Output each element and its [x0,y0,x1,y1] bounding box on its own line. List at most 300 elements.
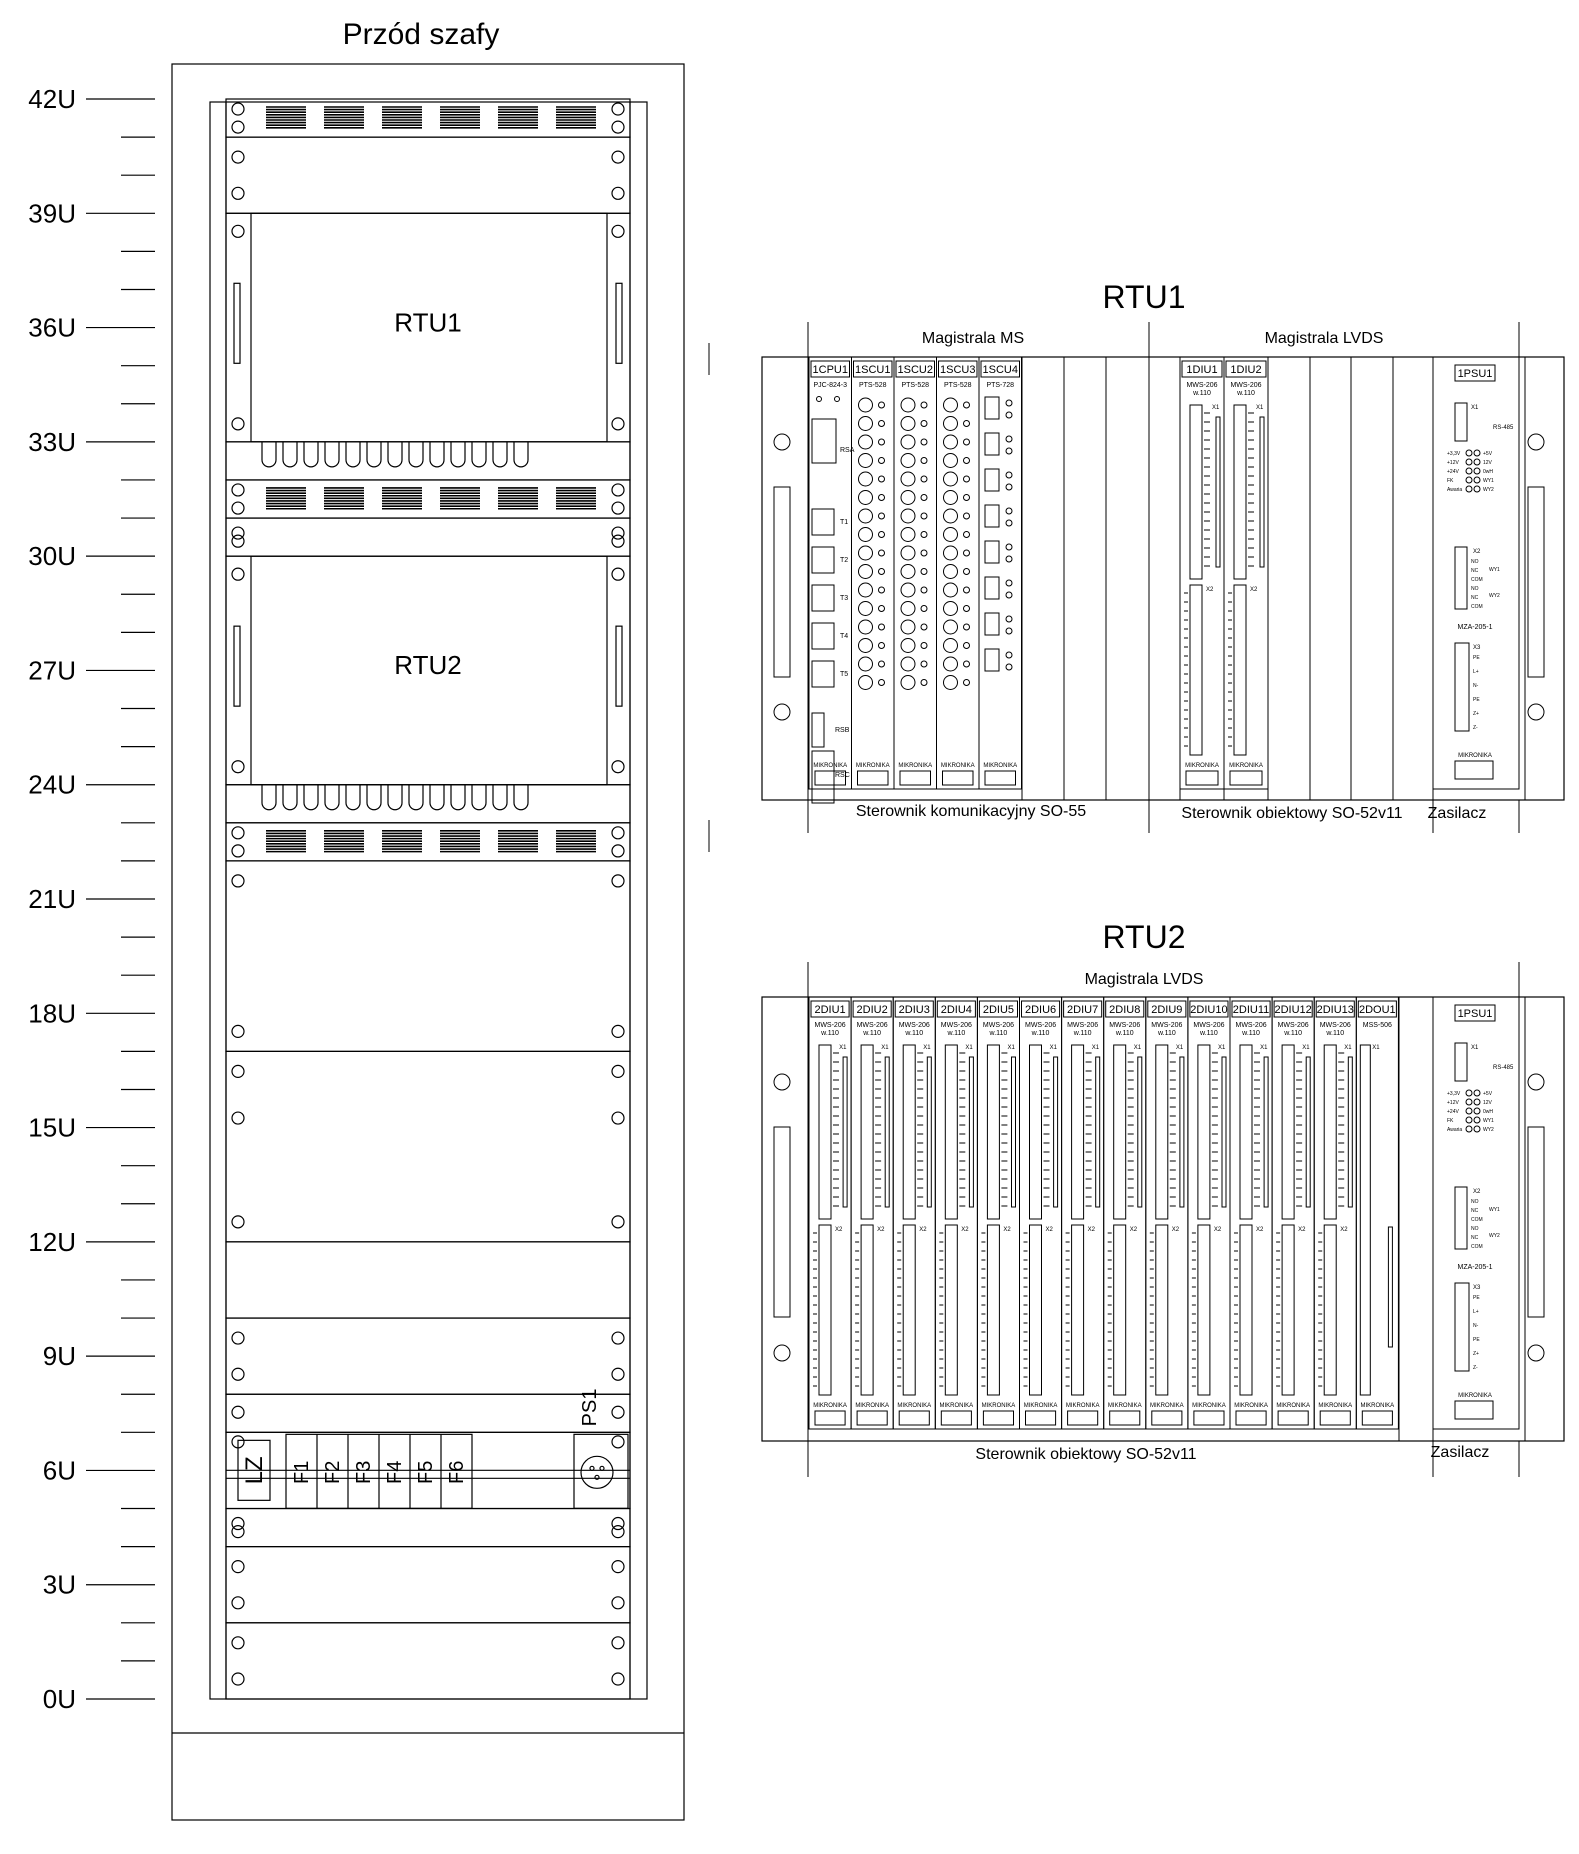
chassis-screw [774,434,790,450]
fuse-label: F5 [415,1460,437,1485]
fuse-label: F2 [322,1460,344,1485]
psu-relay-label: NO [1471,1199,1479,1205]
psu-led-label: +3,3V [1447,451,1461,457]
led-strip [1264,1057,1268,1207]
terminal-block-x2 [1114,1225,1126,1395]
screw-hole [232,535,244,547]
psu-led [1466,477,1472,483]
blank-panel-2u [226,1547,630,1623]
port-rsb [812,713,824,747]
screw-hole [612,1436,624,1448]
fiber-port [944,639,958,653]
status-led [817,397,822,402]
port-led [921,624,927,630]
psu-relay-label: NO [1471,559,1479,565]
module-brand: MIKRONIKA [940,763,975,769]
fiber-port [944,583,958,597]
module-id: 1SCU3 [940,364,976,376]
terminal-block-x2 [1324,1225,1336,1395]
vent-panel [226,823,630,861]
u-label: 6U [42,1455,76,1486]
vent-panel [226,99,630,137]
chassis-handle [774,487,790,677]
module-pull-tab [1026,1411,1056,1425]
fuse-label: F6 [446,1460,468,1485]
rtu2-chassis [762,962,1564,1477]
psu-relay-group: WY2 [1489,593,1500,599]
connector-x2: X2 [1340,1227,1348,1233]
terminal-block-x2 [903,1225,915,1395]
rtu1-bus-lvds: Magistrala LVDS [1264,330,1384,347]
port-led [879,587,885,593]
terminal-block-x1 [1072,1045,1084,1219]
u-label: 27U [28,655,76,686]
screw-hole [612,1368,624,1380]
psu-led [1474,1099,1480,1105]
psu-relay-label: COM [1471,604,1483,610]
module-card [1314,997,1356,1429]
fiber-port [944,417,958,431]
screw-hole [612,1673,624,1685]
fiber-port [901,583,915,597]
fiber-port [901,417,915,431]
rack-front-view [28,18,684,1820]
led-strip [927,1057,931,1207]
psu-led [1466,486,1472,492]
psu-led [1474,459,1480,465]
module-pull-tab [1362,1411,1392,1425]
psu-relay-label: COM [1471,577,1483,583]
psu-pull-tab [1455,761,1493,779]
fiber-port [859,398,873,412]
psu-x1-block [1455,1043,1467,1081]
cable-tray [226,785,630,823]
module-rev: w.110 [1237,390,1255,397]
module-card [1104,997,1146,1429]
module-card [935,997,977,1429]
screw-hole [612,535,624,547]
connector-x1: X1 [1372,1045,1380,1051]
psu-input-label: N- [1473,1323,1479,1329]
module-type: MWS-206 [898,1022,930,1029]
ps-socket-box [574,1434,628,1508]
psu-led [1466,1108,1472,1114]
port-label: T5 [840,671,849,678]
module-type: MWS-206 [1109,1022,1141,1029]
u-label: 18U [28,998,76,1029]
port-label: T2 [840,557,849,564]
psu-led-label: Awaria [1447,1127,1463,1133]
psu-led-label: +3,3V [1447,1091,1461,1097]
led-strip [1348,1057,1352,1207]
psu-id: 1PSU1 [1457,368,1493,380]
psu-led-label: +24V [1447,1109,1459,1115]
chassis-handle [1528,1127,1544,1317]
module-card [937,357,980,789]
psu-led-label: FK [1447,478,1454,484]
rj-port [985,613,999,635]
module-brand: MIKRONIKA [1107,1403,1142,1409]
psu-led [1466,468,1472,474]
screw-hole [232,502,244,514]
screw-hole [232,827,244,839]
cable-loop [304,785,318,810]
module-rev: w.110 [863,1030,882,1037]
port-led [921,550,927,556]
rtu1-title: RTU1 [1102,279,1186,315]
module-brand: MIKRONIKA [813,763,848,769]
cable-loop [346,785,360,810]
panel-outline [226,1242,630,1318]
fiber-port [901,398,915,412]
psu-input-label: L+ [1473,669,1479,675]
module-rev: w.110 [905,1030,924,1037]
port-led [921,476,927,482]
port-label: RSC [835,772,850,779]
port-led [879,680,885,686]
psu-card [1433,997,1519,1429]
port-eth [812,661,834,687]
screw-hole [612,121,624,133]
screw-hole [612,1561,624,1573]
psu-led [1474,1126,1480,1132]
chassis-handle [1528,487,1544,677]
terminal-block-x2 [1190,585,1202,755]
module-outline [1230,997,1272,1429]
cable-loop [262,785,276,810]
cable-loop [346,442,360,467]
cable-loop [325,442,339,467]
chassis-screw [1528,1074,1544,1090]
psu-led-label: +5V [1483,451,1493,457]
screw-hole [232,151,244,163]
module-pull-tab [1230,771,1262,785]
port-led [1006,580,1012,586]
rtu2-title: RTU2 [1102,919,1186,955]
psu-led-label: WY1 [1483,478,1494,484]
connector-x2: X2 [1003,1227,1011,1233]
cable-loop [451,785,465,810]
rtu1-chassis [709,322,1564,852]
module-brand: MIKRONIKA [1065,1403,1100,1409]
module-id: 2DIU8 [1109,1004,1141,1016]
screw-hole [232,761,244,773]
connector-x1: X1 [1049,1045,1057,1051]
psu-input-label: Z+ [1473,1351,1479,1357]
port-label: RSA [840,447,855,454]
port-label: T3 [840,595,849,602]
relay-strip [1388,1227,1392,1347]
screw-hole [232,1216,244,1228]
led-strip [1260,417,1264,567]
cable-loop [388,442,402,467]
psu-led [1474,450,1480,456]
terminal-block-x1 [987,1045,999,1219]
port-led [921,458,927,464]
module-id: 2DIU3 [898,1004,930,1016]
terminal-block-x1 [945,1045,957,1219]
psu-led-label: 12V [1483,1100,1492,1106]
screw-hole [232,1065,244,1077]
psu-led [1466,1117,1472,1123]
rack-rtu2-label: RTU2 [394,650,462,681]
led-strip [1216,417,1220,567]
port-led [921,587,927,593]
chassis-screw [774,704,790,720]
u-label: 9U [42,1341,76,1372]
terminal-block-x2 [1030,1225,1042,1395]
connector-x2: X2 [1298,1227,1306,1233]
module-outline [809,997,851,1429]
psu-input-label: Z+ [1473,711,1479,717]
module-pull-tab [1320,1411,1350,1425]
psu-led-label: +12V [1447,460,1459,466]
connector-x2: X2 [919,1227,927,1233]
connector-x2: X2 [1250,587,1258,593]
module-outline [1104,997,1146,1429]
fiber-port [859,620,873,634]
port-led [964,661,970,667]
module-id: 2DIU4 [940,1004,972,1016]
rj-port [985,397,999,419]
u-label: 12U [28,1226,76,1257]
module-id: 2DIU12 [1274,1004,1312,1016]
port-eth [812,547,834,573]
psu-pull-tab [1455,1401,1493,1419]
psu-led [1466,450,1472,456]
psu-input-label: PE [1473,655,1480,661]
psu-model: MZA-205-1 [1457,1264,1493,1271]
fiber-port [859,565,873,579]
blank-panel-5u [226,1051,630,1241]
rtu-handle [234,626,240,706]
fiber-port [859,528,873,542]
port-led [964,680,970,686]
psu-rs485: RS-485 [1493,1065,1514,1071]
terminal-block-x1 [819,1045,831,1219]
psu-x3: X3 [1473,1285,1481,1291]
port-led [879,569,885,575]
module-rev: w.110 [1200,1030,1218,1037]
port-led [921,495,927,501]
module-type: MWS-206 [982,1022,1015,1029]
connector-x1: X1 [1260,1045,1268,1051]
fiber-port [901,620,915,634]
screw-hole [232,1112,244,1124]
panel-outline [226,1051,630,1241]
fiber-port [944,528,958,542]
module-brand: MIKRONIKA [855,763,890,769]
psu-id: 1PSU1 [1457,1008,1493,1020]
cable-loop [325,785,339,810]
psu-led-label: +5V [1483,1091,1493,1097]
module-rev: w.110 [1242,1030,1260,1037]
led-strip [1054,1057,1058,1207]
screw-hole [612,761,624,773]
screw-hole [232,1561,244,1573]
port-led [921,569,927,575]
port-label: T1 [840,519,849,526]
port-led [1006,544,1012,550]
fiber-port [944,398,958,412]
module-card [1146,997,1188,1429]
cable-loop [388,785,402,810]
module-type: MWS-206 [1235,1022,1267,1029]
module-id: 1SCU4 [982,364,1018,376]
port-eth [812,585,834,611]
led-strip [1012,1057,1016,1207]
port-led [879,476,885,482]
connector-x1: X1 [1302,1045,1310,1051]
panel-outline [226,518,630,556]
module-rev: w.110 [1326,1030,1345,1037]
screw-hole [612,1025,624,1037]
module-pull-tab [1186,771,1218,785]
lz-label: LZ [241,1456,268,1485]
port-led [964,402,970,408]
connector-x1: X1 [1133,1045,1142,1051]
port-led [964,439,970,445]
psu-relay-group: WY1 [1489,1207,1500,1213]
led-strip [1222,1057,1226,1207]
psu-led [1466,1126,1472,1132]
rack-frame [210,102,647,1699]
module-card [809,357,855,803]
module-id: 2DIU2 [856,1004,888,1016]
rj-port [985,505,999,527]
rack-rtu2 [226,556,630,823]
module-type: MWS-206 [1193,1022,1225,1029]
screw-hole [232,121,244,133]
terminal-block-x2 [945,1225,957,1395]
module-type: MWS-206 [856,1022,888,1029]
ps-pin [595,1475,599,1479]
module-card [1188,997,1230,1429]
module-card [1224,357,1268,789]
screw-hole [232,875,244,887]
panel-outline [226,1623,630,1699]
module-rev: w.110 [1073,1030,1092,1037]
terminal-block-x1 [1198,1045,1210,1219]
screw-hole [232,1673,244,1685]
port-led [1006,556,1012,562]
screw-hole [612,1406,624,1418]
module-brand: MIKRONIKA [1192,1403,1226,1409]
module-card [1356,997,1398,1429]
module-pull-tab [983,1411,1013,1425]
module-rev: w.110 [947,1030,966,1037]
module-card [852,357,895,789]
cable-loop [430,785,444,810]
module-id: 1DIU1 [1186,364,1218,376]
vent-panel [226,480,630,518]
connector-x2: X2 [1129,1227,1138,1233]
psu-input-label: PE [1473,697,1480,703]
cable-loop [304,442,318,467]
led-strip [1306,1057,1310,1207]
module-id: 2DIU13 [1316,1004,1354,1016]
connector-x2: X2 [877,1227,885,1233]
port-led [964,550,970,556]
connector-x2: X2 [1256,1227,1264,1233]
terminal-block-x2 [1156,1225,1168,1395]
psu-x1-block [1455,403,1467,441]
port-led [964,476,970,482]
terminal-block-x1 [1114,1045,1126,1219]
terminal-block-x2 [1240,1225,1252,1395]
psu-x1: X1 [1471,405,1479,411]
fiber-port [901,509,915,523]
connector-x1: X1 [965,1045,973,1051]
screw-hole [232,484,244,496]
port-led [879,643,885,649]
module-id: 1SCU2 [897,364,933,376]
rtu-handle [616,626,622,706]
screw-hole [612,1216,624,1228]
rtu1-footer-obj: Sterownik obiektowy SO-52v11 [1181,805,1403,822]
led-strip [885,1057,889,1207]
connector-x1: X1 [1091,1045,1100,1051]
screw-hole [612,1637,624,1649]
fiber-port [859,583,873,597]
fiber-port [901,639,915,653]
chassis-screw [1528,1345,1544,1361]
port-led [921,606,927,612]
psu-x3-block [1455,1283,1469,1371]
fiber-port [859,454,873,468]
fiber-port [859,417,873,431]
port-led [921,513,927,519]
u-label: 21U [28,884,76,915]
port-led [1006,412,1012,418]
fiber-port [901,435,915,449]
fuse-label: F3 [353,1460,375,1485]
module-card [1230,997,1272,1429]
module-outline [1188,997,1230,1429]
cable-loop [367,442,381,467]
connector-x1: X1 [1007,1045,1015,1051]
terminal-block-x2 [1282,1225,1294,1395]
rack-title: Przód szafy [342,18,500,51]
blank-panel-2u-empty [226,1112,630,1448]
module-card [893,997,935,1429]
module-brand: MIKRONIKA [1150,1403,1184,1409]
module-rev: w.110 [1115,1030,1134,1037]
panel-outline [226,1509,630,1547]
blank-panel-2u [226,1623,630,1699]
port-led [1006,592,1012,598]
cable-loop [409,785,423,810]
module-pull-tab [943,771,974,785]
rack-rtu1 [226,213,630,480]
module-rev: w.110 [821,1030,839,1037]
port-led [921,680,927,686]
psu-x3: X3 [1473,645,1481,651]
psu-led [1466,1090,1472,1096]
module-brand: MIKRONIKA [1229,763,1263,769]
module-pull-tab [1110,1411,1140,1425]
port-led [964,643,970,649]
module-rev: w.110 [1157,1030,1176,1037]
connector-x2: X2 [1213,1227,1222,1233]
fiber-port [901,676,915,690]
u-label: 33U [28,426,76,457]
module-pull-tab [1236,1411,1266,1425]
terminal-block-x1 [1282,1045,1294,1219]
port-led [921,421,927,427]
terminal-block-x2 [1198,1225,1210,1395]
terminal-block-x1 [1030,1045,1042,1219]
